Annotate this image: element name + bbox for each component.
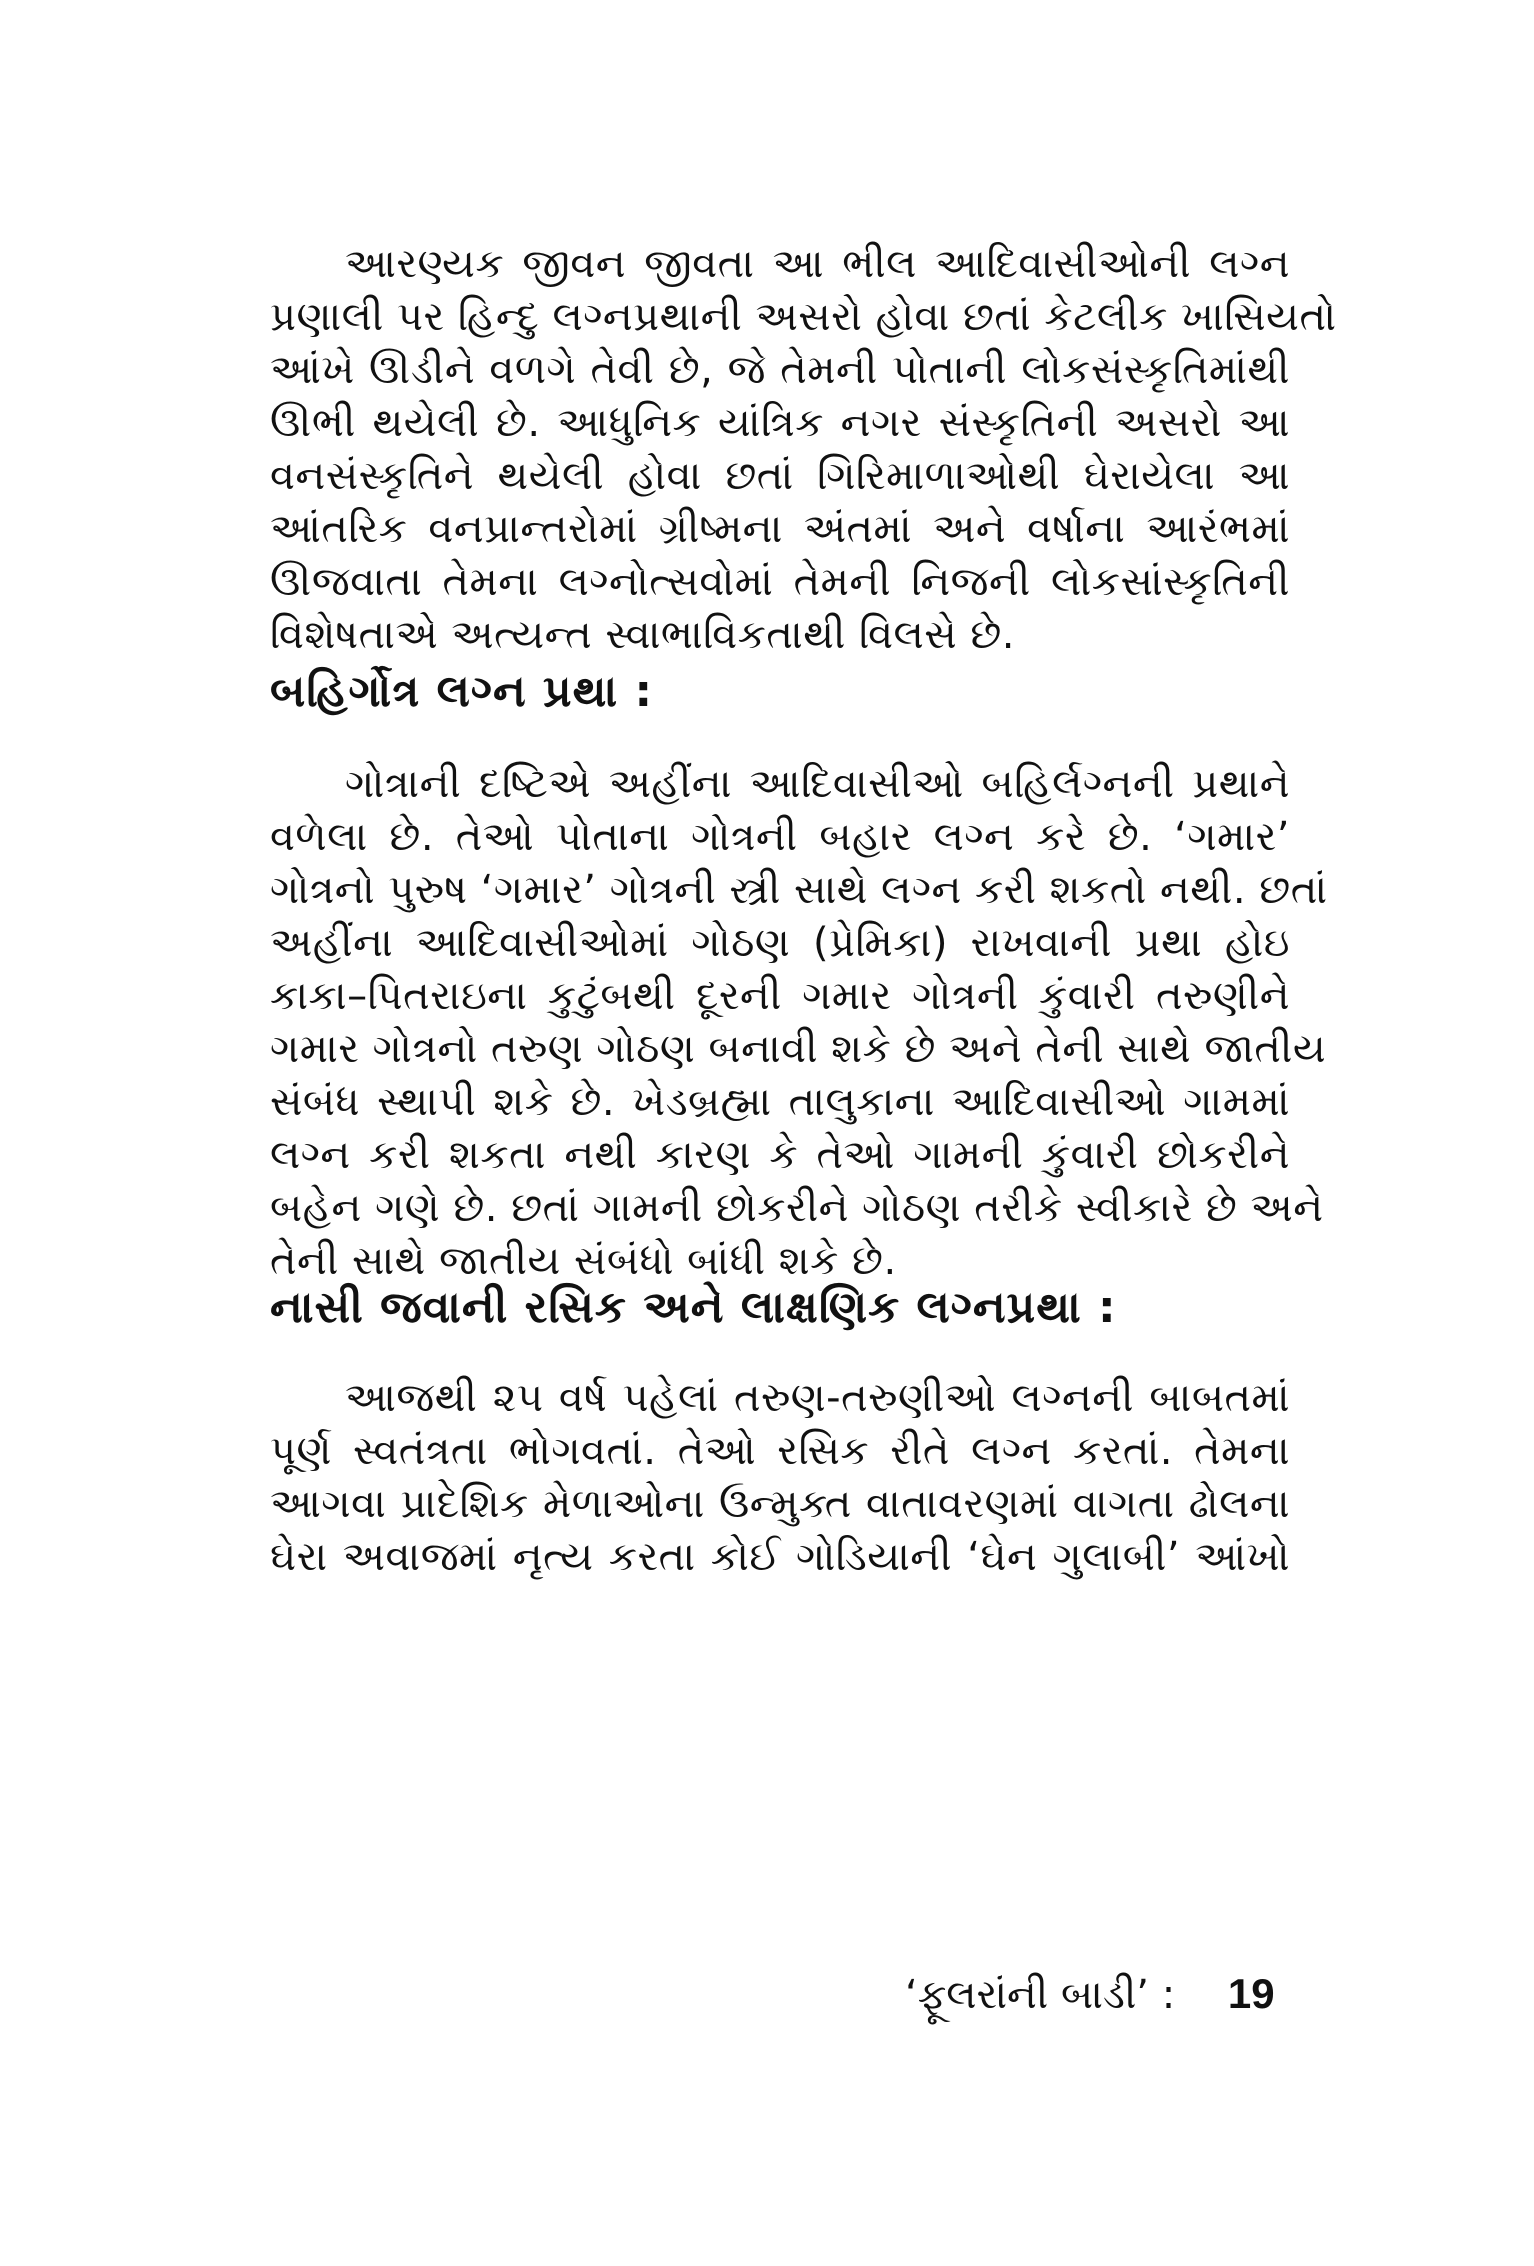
paragraph-line: ઘેરા અવાજમાં નૃત્ય કરતા કોઈ ગોડિયાની ‘ઘેન ગુલાબી’ આંખો	[270, 1534, 1290, 1580]
paragraph-line: બહેન ગણે છે. છતાં ગામની છોકરીને ગોઠણ તરીકે સ્વીકારે છે અને	[270, 1185, 1324, 1231]
section-heading-elopement: નાસી જવાની રસિક અને લાક્ષણિક લગ્નપ્રથા :	[270, 1282, 1117, 1333]
paragraph-line: આંતરિક વનપ્રાન્તરોમાં ગ્રીષ્મના અંતમાં અને વર્ષાના આરંભમાં	[270, 506, 1290, 552]
paragraph-line: કાકા–પિતરાઇના કુટુંબથી દૂરની ગમાર ગોત્રની કુંવારી તરુણીને	[270, 973, 1290, 1019]
paragraph-line: આંખે ઊડીને વળગે તેવી છે, જે તેમની પોતાની લોકસંસ્કૃતિમાંથી	[270, 347, 1290, 393]
paragraph-line: ઊજવાતા તેમના લગ્નોત્સવોમાં તેમની નિજની લોકસાંસ્કૃતિની	[270, 559, 1290, 605]
page-number: 19	[1227, 1970, 1275, 2017]
paragraph-2	[270, 758, 1328, 1288]
paragraph-line: લગ્ન કરી શકતા નથી કારણ કે તેઓ ગામની કુંવારી છોકરીને	[270, 1132, 1290, 1178]
paragraph-line: વનસંસ્કૃતિને થયેલી હોવા છતાં ગિરિમાળાઓથી ઘેરાયેલા આ	[270, 453, 1290, 499]
paragraph-line: વિશેષતાએ અત્યન્ત સ્વાભાવિકતાથી વિલસે છે.	[270, 612, 1015, 658]
running-title: ‘ફૂલરાંની બાડી’ :	[905, 1972, 1176, 2018]
paragraph-line: વળેલા છે. તેઓ પોતાના ગોત્રની બહાર લગ્ન કરે છે. ‘ગમાર’	[270, 814, 1290, 860]
page-footer	[905, 1970, 1275, 2018]
paragraph-line: આરણ્યક જીવન જીવતા આ ભીલ આદિવાસીઓની લગ્ન	[345, 241, 1290, 287]
paragraph-line: ગમાર ગોત્રનો તરુણ ગોઠણ બનાવી શકે છે અને તેની સાથે જાતીય	[270, 1026, 1327, 1072]
paragraph-line: પૂર્ણ સ્વતંત્રતા ભોગવતાં. તેઓ રસિક રીતે લગ્ન કરતાં. તેમના	[270, 1428, 1290, 1474]
paragraph-line: સંબંધ સ્થાપી શકે છે. ખેડબ્રહ્મા તાલુકાના આદિવાસીઓ ગામમાં	[270, 1079, 1290, 1125]
section-heading-exogamy: બહિર્ગોત્ર લગ્ન પ્રથા :	[270, 666, 654, 717]
paragraph-3	[270, 1372, 1290, 1584]
paragraph-line: ઊભી થયેલી છે. આધુનિક યાંત્રિક નગર સંસ્કૃતિની અસરો આ	[270, 400, 1290, 446]
paragraph-line: અહીંના આદિવાસીઓમાં ગોઠણ (પ્રેમિકા) રાખવાની પ્રથા હોઇ	[270, 920, 1290, 966]
paragraph-line: આગવા પ્રાદેશિક મેળાઓના ઉન્મુક્ત વાતાવરણમાં વાગતા ઢોલના	[270, 1481, 1290, 1527]
paragraph-line: પ્રણાલી પર હિન્દુ લગ્નપ્રથાની અસરો હોવા છતાં કેટલીક ખાસિયતો	[270, 294, 1337, 340]
paragraph-line: આજથી ૨૫ વર્ષ પહેલાં તરુણ-તરુણીઓ લગ્નની બાબતમાં	[345, 1375, 1290, 1421]
paragraph-1	[270, 238, 1337, 662]
paragraph-line: ગોત્રનો પુરુષ ‘ગમાર’ ગોત્રની સ્ત્રી સાથે લગ્ન કરી શકતો નથી. છતાં	[270, 867, 1328, 913]
paragraph-line: તેની સાથે જાતીય સંબંધો બાંધી શકે છે.	[270, 1238, 897, 1284]
paragraph-line: ગોત્રાની દષ્ટિએ અહીંના આદિવાસીઓ બહિર્લગ્નની પ્રથાને	[345, 761, 1290, 807]
